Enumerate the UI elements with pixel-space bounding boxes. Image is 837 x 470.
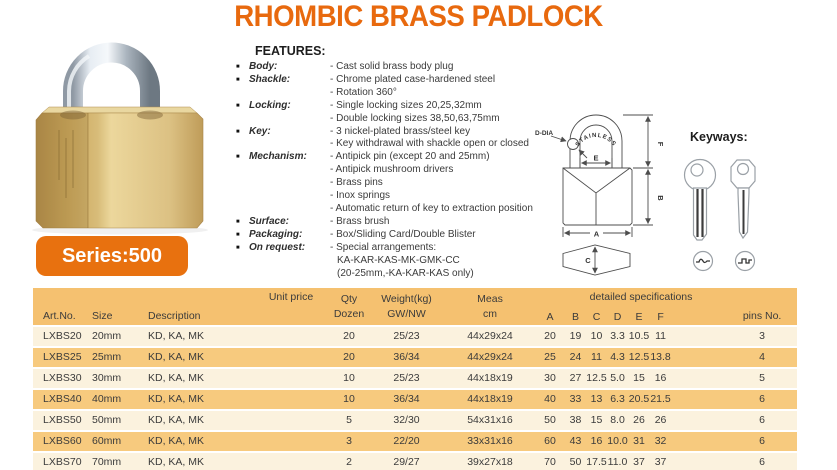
feature-line: - Box/Sliding Card/Double Blister [330, 228, 476, 240]
table-cell: 6 [671, 389, 797, 410]
dim-label-a: A [593, 229, 600, 239]
table-cell: 10 [330, 368, 368, 389]
keyways-section [683, 148, 783, 278]
feature-line: (20-25mm,-KA-KAR-KAS only) [337, 267, 474, 279]
table-cell: 15 [586, 410, 607, 431]
table-cell: 44x18x19 [445, 368, 535, 389]
table-cell: 54x31x16 [445, 410, 535, 431]
feature-line: - Single locking sizes 20,25,32mm [330, 99, 482, 111]
table-cell: 25/23 [368, 368, 445, 389]
table-cell: 40mm [90, 389, 146, 410]
table-cell: 12.5 [586, 368, 607, 389]
table-cell: 38 [565, 410, 586, 431]
table-cell: KD, KA, MK [146, 389, 252, 410]
bullet-square-icon: ■ [236, 244, 240, 251]
feature-line: KA-KAR-KAS-MK-GMK-CC [337, 254, 460, 266]
table-cell: 20.5 [628, 389, 650, 410]
table-cell: KD, KA, MK [146, 347, 252, 368]
table-cell: 36/34 [368, 389, 445, 410]
table-cell: 27 [565, 368, 586, 389]
table-cell: 10.0 [607, 431, 628, 452]
table-cell: 5 [330, 410, 368, 431]
table-cell: 33x31x16 [445, 431, 535, 452]
key-hex-head-icon [731, 160, 755, 238]
table-cell: 12.5 [628, 347, 650, 368]
table-cell: 17.5 [586, 452, 607, 470]
table-cell: 15 [628, 368, 650, 389]
col-header-meas: Meas cm [445, 288, 535, 326]
table-cell: 20 [330, 347, 368, 368]
feature-line: - Antipick pin (except 20 and 25mm) [330, 151, 490, 163]
feature-values [330, 229, 541, 242]
feature-line: - Key withdrawal with shackle open or closed [330, 138, 529, 150]
col-header-f: F [650, 308, 671, 326]
table-cell: 4 [671, 347, 797, 368]
table-cell: 26 [628, 410, 650, 431]
diagram-bottom-view [563, 245, 630, 275]
table-cell: 6 [671, 410, 797, 431]
table-cell: 60mm [90, 431, 146, 452]
table-row [33, 431, 797, 452]
feature-label: On request: [249, 241, 306, 253]
feature-values [330, 61, 541, 74]
table-cell: KD, KA, MK [146, 452, 252, 470]
dim-label-e: E [593, 153, 599, 163]
feature-line: - Automatic return of key to extraction position [330, 202, 533, 214]
table-cell: 37 [650, 452, 671, 470]
bullet-square-icon: ■ [236, 154, 240, 161]
feature-values [330, 126, 541, 152]
feature-line: - Antipick mushroom drivers [330, 164, 454, 176]
table-cell: 70mm [90, 452, 146, 470]
feature-item [236, 216, 541, 229]
table-cell: 50mm [90, 410, 146, 431]
col-header-e: E [628, 308, 650, 326]
feature-values [330, 151, 541, 216]
dim-label-f: F [656, 141, 665, 147]
table-cell: LXBS25 [33, 347, 90, 368]
shackle-hole-right [137, 111, 163, 120]
feature-item [236, 74, 541, 100]
col-header-c: C [586, 308, 607, 326]
table-cell: 13.8 [650, 347, 671, 368]
table-cell: 3 [330, 431, 368, 452]
table-cell: LXBS30 [33, 368, 90, 389]
table-cell: 5.0 [607, 368, 628, 389]
table-cell: 36/34 [368, 347, 445, 368]
series-badge-label: Series:500 [61, 244, 163, 267]
diagram-body [563, 168, 632, 225]
feature-line: - Chrome plated case-hardened steel [330, 73, 496, 85]
table-cell: KD, KA, MK [146, 431, 252, 452]
table-cell [252, 347, 330, 368]
table-cell: 20 [330, 326, 368, 347]
col-header-size: Size [90, 288, 146, 326]
table-cell: 21.5 [650, 389, 671, 410]
table-row [33, 326, 797, 347]
table-row [33, 389, 797, 410]
spec-table-body [33, 326, 797, 470]
body-left-facet [36, 113, 88, 228]
table-cell: 16 [586, 431, 607, 452]
feature-line: - Brass pins [330, 177, 383, 189]
table-cell: 20mm [90, 326, 146, 347]
features-list [236, 61, 541, 280]
table-cell: 44x29x24 [445, 326, 535, 347]
table-cell: 19 [565, 326, 586, 347]
table-cell: 32/30 [368, 410, 445, 431]
feature-label: Mechanism: [249, 151, 307, 163]
col-header-a: A [535, 308, 565, 326]
padlock-dimension-diagram [533, 92, 668, 292]
dim-label-c: C [585, 256, 591, 265]
table-cell: 50 [535, 410, 565, 431]
table-cell: 10 [330, 389, 368, 410]
dim-label-b: B [656, 195, 665, 201]
feature-item [236, 242, 541, 281]
table-cell: LXBS70 [33, 452, 90, 470]
key-round-head-icon [685, 160, 716, 241]
table-cell: 37 [628, 452, 650, 470]
table-cell [252, 326, 330, 347]
table-cell: 30 [535, 368, 565, 389]
dimension-diagram-art [533, 92, 668, 292]
table-cell [252, 368, 330, 389]
table-cell: 24 [565, 347, 586, 368]
table-cell: 10 [586, 326, 607, 347]
table-cell: 33 [565, 389, 586, 410]
padlock-photo-art [12, 30, 232, 235]
table-cell: LXBS60 [33, 431, 90, 452]
table-cell: 32 [650, 431, 671, 452]
table-row [33, 368, 797, 389]
col-header-pins-no: pins No. [671, 288, 797, 326]
table-cell: 60 [535, 431, 565, 452]
feature-values [330, 216, 541, 229]
table-cell: 20 [535, 326, 565, 347]
table-cell [252, 452, 330, 470]
table-cell: KD, KA, MK [146, 326, 252, 347]
col-header-art-no: Art.No. [33, 288, 90, 326]
feature-label: Key: [249, 125, 271, 137]
feature-item [236, 151, 541, 216]
d-dia-label: D-DIA [535, 130, 554, 137]
table-cell: 10.5 [628, 326, 650, 347]
col-header-unit-price: Unit price [252, 288, 330, 326]
table-cell: 6.3 [607, 389, 628, 410]
keyway-profile-icon [736, 252, 755, 271]
feature-label: Locking: [249, 99, 291, 111]
feature-line: - Special arrangements: [330, 241, 437, 253]
table-cell: 26 [650, 410, 671, 431]
table-cell: 11.0 [607, 452, 628, 470]
bullet-square-icon: ■ [236, 102, 240, 109]
table-cell: 30mm [90, 368, 146, 389]
shackle-hole-left [60, 111, 86, 120]
col-header-qty: Qty Dozen [330, 288, 368, 326]
table-cell: LXBS50 [33, 410, 90, 431]
feature-line: - Double locking sizes 38,50,63,75mm [330, 112, 500, 124]
feature-label: Surface: [249, 215, 290, 227]
bullet-square-icon: ■ [236, 231, 240, 238]
d-dia-leader [551, 136, 566, 141]
features-heading: FEATURES: [255, 44, 326, 58]
table-cell: 70 [535, 452, 565, 470]
table-cell: 29/27 [368, 452, 445, 470]
table-cell [252, 431, 330, 452]
table-cell: 3 [671, 326, 797, 347]
table-cell: 39x27x18 [445, 452, 535, 470]
table-cell: 25 [535, 347, 565, 368]
table-cell: KD, KA, MK [146, 368, 252, 389]
feature-values [330, 74, 541, 100]
series-badge [36, 236, 188, 276]
spec-table [33, 288, 797, 470]
table-cell: 44x18x19 [445, 389, 535, 410]
table-row [33, 410, 797, 431]
col-header-description: Description [146, 288, 252, 326]
feature-line: - 3 nickel-plated brass/steel key [330, 125, 471, 137]
feature-item [236, 126, 541, 152]
table-cell: 50 [565, 452, 586, 470]
col-header-b: B [565, 308, 586, 326]
feature-label: Packaging: [249, 228, 303, 240]
feature-item [236, 61, 541, 74]
page-title: RHOMBIC BRASS PADLOCK [234, 0, 603, 33]
keyways-heading: Keyways: [690, 130, 748, 144]
table-cell: 16 [650, 368, 671, 389]
bullet-square-icon: ■ [236, 76, 240, 83]
table-cell: 4.3 [607, 347, 628, 368]
table-cell: 11 [586, 347, 607, 368]
feature-line: - Inox springs [330, 190, 391, 202]
shackle-material-label: STAINLESS [574, 132, 618, 148]
col-group-detailed-specifications: detailed specifications [535, 288, 671, 308]
bullet-square-icon: ■ [236, 64, 240, 70]
features-section [236, 44, 541, 280]
feature-line: - Brass brush [330, 215, 390, 227]
feature-values [330, 242, 541, 281]
bullet-square-icon: ■ [236, 218, 240, 225]
table-cell: LXBS20 [33, 326, 90, 347]
table-cell: 2 [330, 452, 368, 470]
padlock-photo [12, 30, 232, 235]
spec-table-header [33, 288, 797, 326]
col-header-weight: Weight(kg) GW/NW [368, 288, 445, 326]
table-cell: 44x29x24 [445, 347, 535, 368]
table-cell [252, 410, 330, 431]
feature-values [330, 100, 541, 126]
table-cell: 6 [671, 431, 797, 452]
keyway-profile-icon [694, 252, 713, 271]
table-cell: 8.0 [607, 410, 628, 431]
table-cell: 31 [628, 431, 650, 452]
table-cell: 25mm [90, 347, 146, 368]
bullet-square-icon: ■ [236, 128, 240, 135]
table-cell: KD, KA, MK [146, 410, 252, 431]
feature-line: - Cast solid brass body plug [330, 61, 454, 72]
table-cell: 25/23 [368, 326, 445, 347]
keyways-art [683, 148, 783, 278]
table-cell: 13 [586, 389, 607, 410]
table-cell [252, 389, 330, 410]
col-header-d: D [607, 308, 628, 326]
table-cell: 3.3 [607, 326, 628, 347]
table-cell: 43 [565, 431, 586, 452]
table-cell: 11 [650, 326, 671, 347]
feature-item [236, 100, 541, 126]
feature-label: Body: [249, 61, 278, 72]
table-cell: 40 [535, 389, 565, 410]
feature-line: - Rotation 360° [330, 86, 397, 98]
table-row [33, 452, 797, 470]
table-cell: 6 [671, 452, 797, 470]
table-cell: 22/20 [368, 431, 445, 452]
table-cell: 5 [671, 368, 797, 389]
feature-label: Shackle: [249, 73, 291, 85]
table-row [33, 347, 797, 368]
table-cell: LXBS40 [33, 389, 90, 410]
feature-item [236, 229, 541, 242]
